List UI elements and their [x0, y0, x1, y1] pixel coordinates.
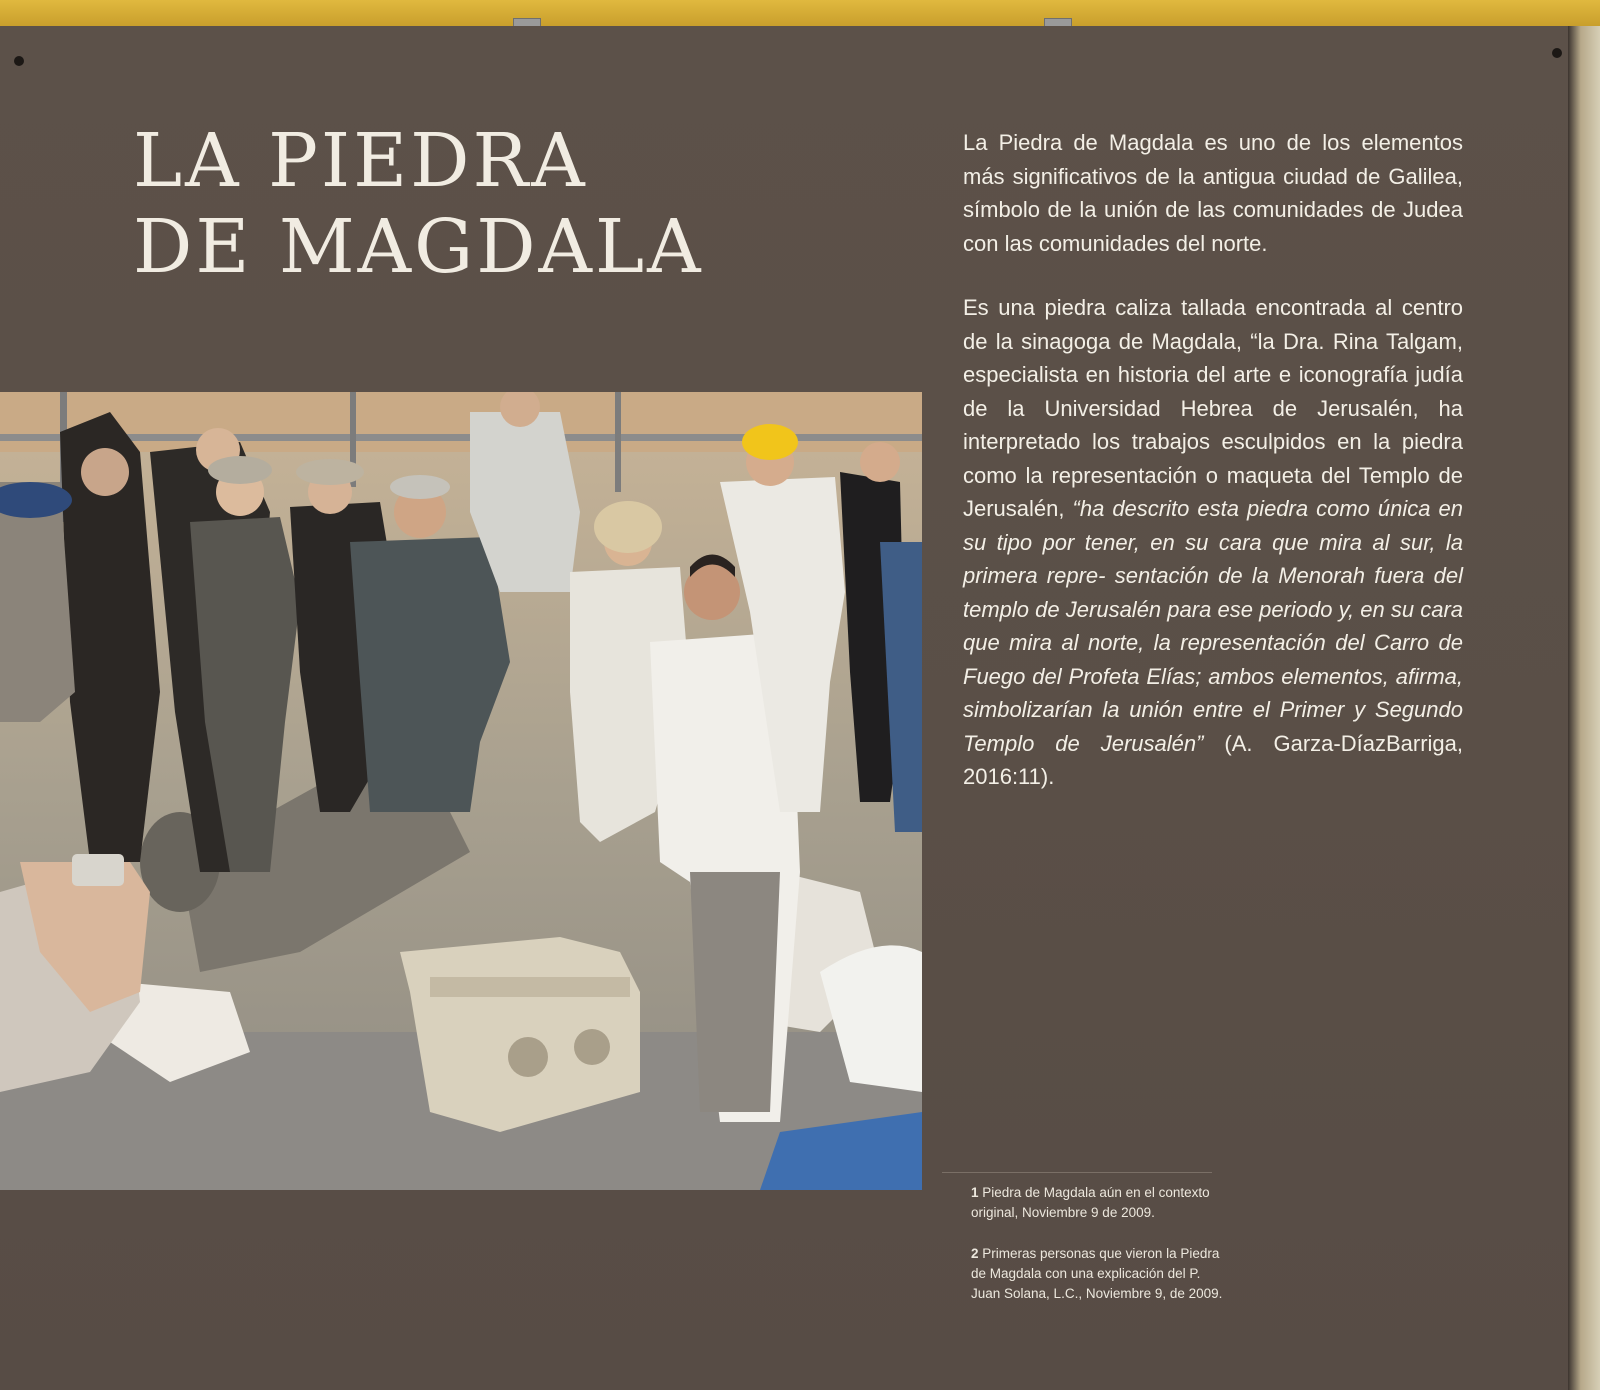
caption-text: Primeras personas que vieron la Piedra de Magdala con una explicación del P. Juan Solana, L.C., Noviembre 9, de 2009.: [971, 1246, 1223, 1301]
title-line-1: LA PIEDRA: [133, 118, 588, 204]
panel-title: [133, 118, 704, 290]
excavation-photo: [0, 392, 922, 1190]
citation: (A. Garza-DíazBarriga, 2016:11).: [963, 730, 1463, 789]
screw-icon: [14, 56, 24, 66]
panel-edge: [1568, 26, 1600, 1390]
caption-1: [971, 1183, 1231, 1223]
paragraph-2-intro: Es una piedra caliza tallada encontrada al centro de la sinagoga de Magdala, “la Dra. Rina Talgam, especialista en historia del arte e iconografía judía de la Universidad Hebrea de Jerusalén, ha interpretado los trabajos esculpidos en la piedra como la representación o maqueta del Templo de Jerusalén,: [963, 295, 1463, 521]
caption-number: 1: [971, 1185, 979, 1200]
screw-icon: [1552, 48, 1562, 58]
caption-divider: [942, 1172, 1212, 1173]
yellow-frame-strip: [0, 0, 1600, 26]
caption-2: [971, 1244, 1231, 1304]
photo-illustration: [0, 392, 922, 1190]
caption-text: Piedra de Magdala aún en el contexto original, Noviembre 9 de 2009.: [971, 1185, 1210, 1220]
caption-number: 2: [971, 1246, 979, 1261]
body-text: [963, 126, 1463, 825]
quote-text: “ha descrito esta piedra como única en su tipo por tener, en su cara que mira al sur, la primera repre- sentación de la Menorah fuera del templo de Jerusalén para ese periodo y, en su cara que mira al norte, la representación del Carro de Fuego del Profeta Elías; ambos elementos, afirma, simbolizarían la unión entre el Primer y Segundo Templo de Jerusalén”: [963, 496, 1463, 756]
paragraph-2: [963, 291, 1463, 794]
title-line-2: DE MAGDALA: [133, 204, 704, 290]
paragraph-1: La Piedra de Magdala es uno de los elementos más significativos de la antigua ciudad de Galilea, símbolo de la unión de las comunidades de Judea con las comunidades del norte.: [963, 130, 1463, 256]
photo-captions: [971, 1183, 1231, 1325]
